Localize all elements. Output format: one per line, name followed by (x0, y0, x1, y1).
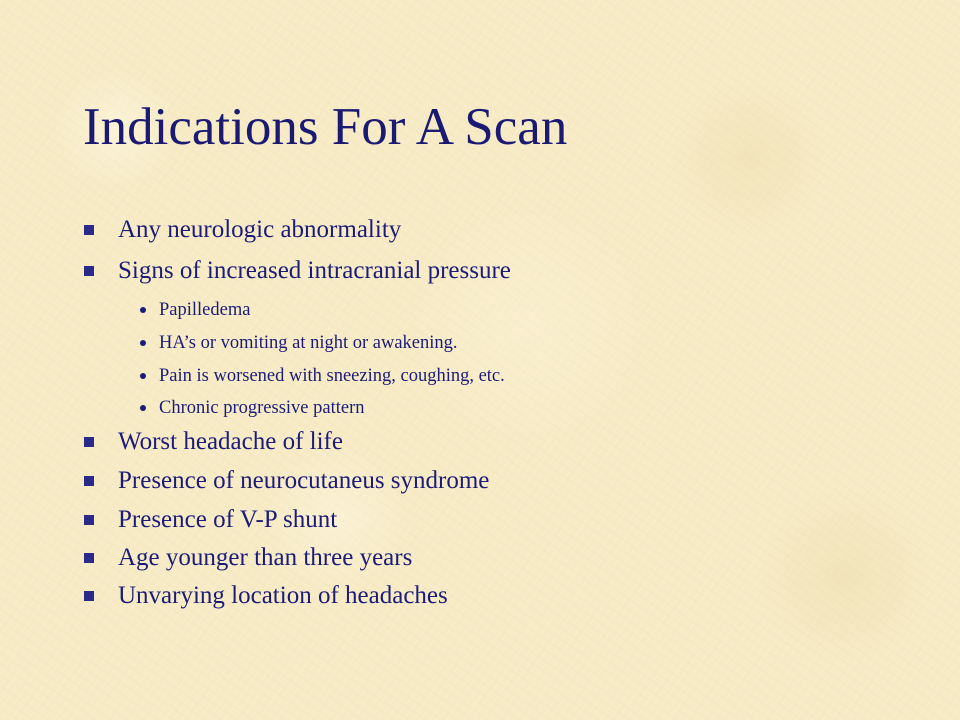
bullet-text: Worst headache of life (118, 428, 343, 455)
slide-title: Indications For A Scan (83, 98, 568, 156)
square-bullet-icon (84, 553, 94, 563)
sub-bullet-text: Papilledema (159, 300, 251, 320)
square-bullet-icon (84, 225, 94, 235)
sub-bullet-text: Chronic progressive pattern (159, 398, 365, 418)
bullet-text: Age younger than three years (118, 544, 413, 571)
round-bullet-icon (140, 373, 146, 379)
bullet-text: Presence of V-P shunt (118, 506, 338, 533)
bullet-text: Any neurologic abnormality (118, 216, 402, 243)
bullet-text: Signs of increased intracranial pressure (118, 257, 511, 284)
square-bullet-icon (84, 437, 94, 447)
square-bullet-icon (84, 515, 94, 525)
square-bullet-icon (84, 476, 94, 486)
round-bullet-icon (140, 340, 146, 346)
sub-bullet-text: Pain is worsened with sneezing, coughing, etc. (159, 366, 505, 386)
square-bullet-icon (84, 591, 94, 601)
round-bullet-icon (140, 307, 146, 313)
bullet-text: Presence of neurocutaneus syndrome (118, 467, 490, 494)
sub-bullet-text: HA’s or vomiting at night or awakening. (159, 333, 458, 353)
bullet-text: Unvarying location of headaches (118, 582, 448, 609)
square-bullet-icon (84, 266, 94, 276)
round-bullet-icon (140, 405, 146, 411)
